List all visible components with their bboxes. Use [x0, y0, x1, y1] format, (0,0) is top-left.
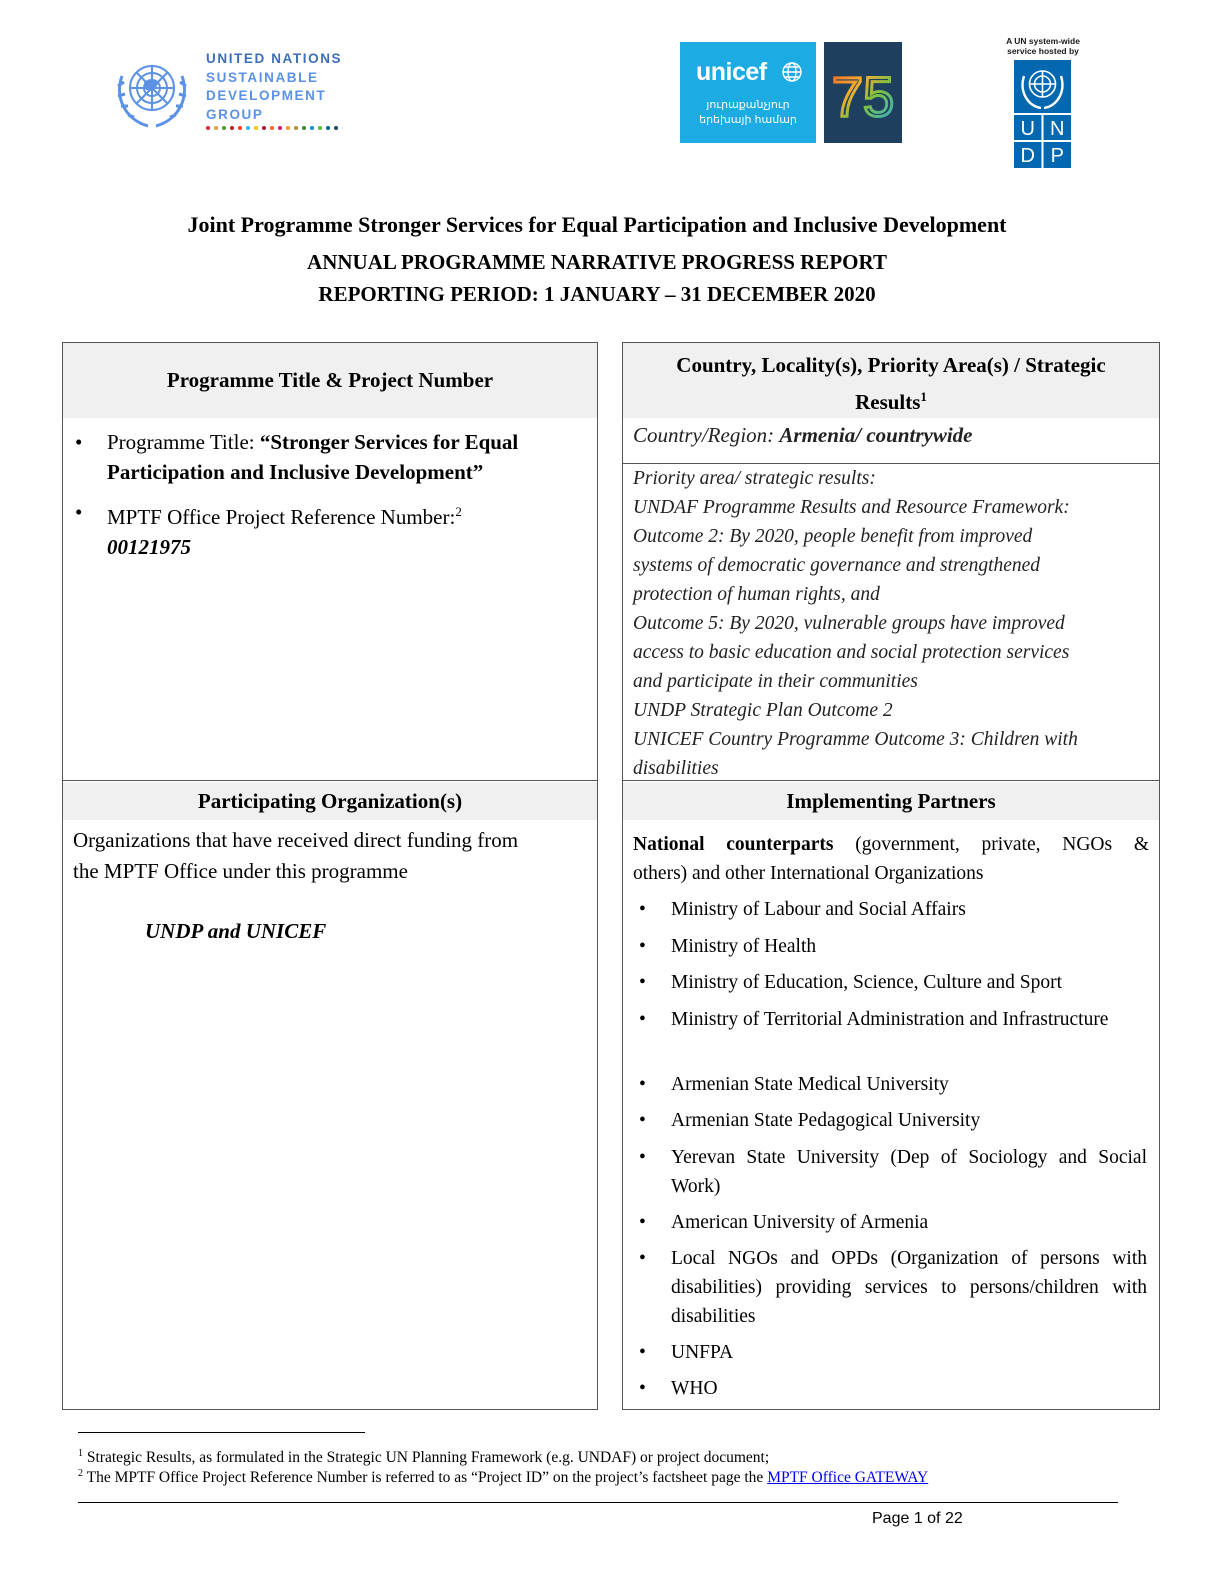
footnote-separator: [78, 1432, 365, 1433]
partner-list-item: [639, 1143, 1147, 1201]
svg-text:75: 75: [831, 65, 895, 128]
partner-name: Ministry of Education, Science, Culture and Sport: [671, 972, 1063, 993]
unicef-tagline: [680, 98, 816, 128]
sdg-color-dots: [206, 126, 338, 130]
header-line: Results: [855, 390, 921, 414]
undp-caption-line: service hosted by: [1007, 46, 1079, 56]
header-line: Country, Locality(s), Priority Area(s) / Strategic: [676, 353, 1106, 377]
priority-line: access to basic education and social protection services: [633, 642, 1070, 663]
bullet-icon: •: [75, 430, 83, 454]
undp-letter: N: [1050, 118, 1065, 140]
unsdg-line: SUSTAINABLE: [206, 69, 319, 85]
sdg-dot: [294, 126, 298, 130]
un-emblem-icon: [108, 46, 196, 134]
participating-orgs-value: UNDP and UNICEF: [145, 919, 327, 943]
undp-caption: [1000, 36, 1086, 56]
sdg-dot: [270, 126, 274, 130]
project-number-bullet: [75, 497, 583, 562]
footnote-ref: 1: [920, 389, 927, 404]
sdg-dot: [302, 126, 306, 130]
partner-name: Yerevan State University (Dep of Sociology and Social Work): [671, 1147, 1147, 1197]
sdg-dot: [286, 126, 290, 130]
anniversary-75-icon: [824, 42, 902, 143]
priority-area-text: [633, 464, 1149, 783]
bullet-icon: •: [639, 1074, 646, 1095]
orgs-text-line: Organizations that have received direct funding from: [73, 828, 519, 852]
partner-name: UNFPA: [671, 1342, 734, 1363]
bullet-icon: •: [639, 1342, 646, 1363]
priority-line: UNDAF Programme Results and Resource Framework:: [633, 497, 1070, 518]
partner-list-item: [639, 968, 1147, 997]
partner-name: WHO: [671, 1378, 718, 1399]
bullet-icon: •: [639, 972, 646, 993]
country-priority-header: [623, 343, 1159, 418]
partners-intro: [633, 830, 1149, 888]
partner-name: Armenian State Medical University: [671, 1074, 949, 1095]
country-priority-box: [622, 342, 1160, 1410]
priority-line: Priority area/ strategic results:: [633, 468, 876, 489]
bullet-icon: •: [639, 1009, 646, 1030]
sdg-dot: [238, 126, 242, 130]
priority-line: systems of democratic governance and strengthened: [633, 555, 1041, 576]
country-value: Armenia/ countrywide: [779, 423, 973, 447]
page-number: Page 1 of 22: [872, 1510, 963, 1527]
undp-letter: D: [1020, 145, 1035, 167]
sdg-dot: [214, 126, 218, 130]
footnote-2: [78, 1465, 928, 1487]
partners-intro-text: others) and other International Organizations: [633, 863, 984, 884]
partner-list-item: [639, 1208, 1147, 1237]
partner-name: Armenian State Pedagogical University: [671, 1110, 981, 1131]
partner-list-item: [639, 895, 1147, 924]
partner-name: Ministry of Health: [671, 936, 817, 957]
undp-letter: U: [1020, 118, 1035, 140]
footnote-text: Strategic Results, as formulated in the Strategic UN Planning Framework (e.g. UNDAF) or project document;: [83, 1449, 770, 1467]
partner-name: Ministry of Labour and Social Affairs: [671, 899, 966, 920]
priority-line: and participate in their communities: [633, 671, 918, 692]
partner-list-item: [639, 932, 1147, 961]
unsdg-wordmark: [206, 50, 342, 124]
sdg-dot: [334, 126, 338, 130]
unsdg-line: GROUP: [206, 106, 264, 122]
sdg-dot: [326, 126, 330, 130]
unicef-tagline-line: յուրաքանչյուր: [706, 99, 790, 111]
bullet-icon: •: [639, 1378, 646, 1399]
project-number-value: 00121975: [107, 535, 191, 559]
partner-list-item: [639, 1005, 1147, 1034]
sdg-dot: [222, 126, 226, 130]
partner-name: Local NGOs and OPDs (Organization of persons with disabilities) providing services to persons/children with disabilities: [671, 1248, 1147, 1327]
unsdg-line: DEVELOPMENT: [206, 88, 327, 103]
programme-title: Joint Programme Stronger Services for Equal Participation and Inclusive Development: [187, 212, 1007, 237]
mptf-gateway-link[interactable]: MPTF Office GATEWAY: [767, 1469, 929, 1487]
footnote-text: The MPTF Office Project Reference Number is referred to as “Project ID” on the project’s factsheet page the: [83, 1469, 768, 1487]
partner-list-item: [639, 1374, 1147, 1403]
bullet-icon: •: [639, 1248, 646, 1269]
partners-intro-text: (government, private, NGOs &: [833, 834, 1149, 855]
unicef-75-logo: [824, 42, 902, 143]
priority-line: disabilities: [633, 758, 719, 779]
undp-caption-line: A UN system-wide: [1006, 36, 1080, 46]
sdg-dot: [262, 126, 266, 130]
implementing-partners-header: Implementing Partners: [623, 782, 1159, 820]
sdg-dot: [254, 126, 258, 130]
sdg-dot: [318, 126, 322, 130]
footnote-number: 1: [78, 1448, 83, 1459]
priority-line: UNICEF Country Programme Outcome 3: Children with: [633, 729, 1078, 750]
undp-logo: [1014, 60, 1071, 168]
bullet-icon: •: [639, 1110, 646, 1131]
sdg-dot: [278, 126, 282, 130]
footer-separator: [78, 1502, 1118, 1503]
unicef-tagline-line: երեխայի համար: [699, 114, 797, 126]
programme-title-value: “Stronger Services for Equal: [259, 430, 519, 454]
project-number-label: MPTF Office Project Reference Number:: [107, 505, 456, 529]
participating-orgs-text: [73, 825, 583, 887]
bullet-icon: •: [639, 899, 646, 920]
bullet-icon: •: [639, 1147, 646, 1168]
undp-emblem-icon: [1014, 60, 1071, 168]
country-region: [633, 421, 1149, 450]
footnote-ref: 2: [455, 504, 462, 519]
undp-letter: P: [1050, 145, 1064, 167]
unsdg-line: UNITED NATIONS: [206, 51, 343, 66]
partner-list-item: [639, 1106, 1147, 1135]
sdg-dot: [310, 126, 314, 130]
bullet-icon: •: [639, 936, 646, 957]
sdg-dot: [246, 126, 250, 130]
report-title: ANNUAL PROGRAMME NARRATIVE PROGRESS REPORT: [307, 250, 887, 274]
country-label: Country/Region:: [633, 423, 780, 447]
programme-title-header: Programme Title & Project Number: [63, 343, 597, 418]
priority-line: protection of human rights, and: [633, 584, 880, 605]
footnote-1: [78, 1445, 769, 1467]
unicef-globe-icon: [781, 61, 803, 83]
programme-title-bullet: [75, 427, 583, 487]
programme-title-label: Programme Title:: [107, 430, 260, 454]
sdg-dot: [206, 126, 210, 130]
unicef-wordmark: unicef: [696, 58, 767, 86]
programme-title-value-cont: Participation and Inclusive Development”: [107, 460, 484, 484]
priority-line: UNDP Strategic Plan Outcome 2: [633, 700, 893, 721]
footnote-number: 2: [78, 1468, 83, 1479]
bullet-icon: •: [639, 1212, 646, 1233]
bullet-icon: •: [75, 500, 83, 524]
partner-list-item: [639, 1244, 1147, 1331]
reporting-period: REPORTING PERIOD: 1 JANUARY – 31 DECEMBER 2020: [318, 282, 876, 306]
partner-name: American University of Armenia: [671, 1212, 929, 1233]
priority-line: Outcome 2: By 2020, people benefit from improved: [633, 526, 1033, 547]
partners-intro-bold: National counterparts: [633, 834, 834, 855]
partner-name: Ministry of Territorial Administration and Infrastructure: [671, 1009, 1109, 1030]
programme-info-box: [62, 342, 598, 1410]
sdg-dot: [230, 126, 234, 130]
priority-line: Outcome 5: By 2020, vulnerable groups have improved: [633, 613, 1065, 634]
partner-list-item: [639, 1338, 1147, 1367]
unsdg-logo: [108, 46, 368, 136]
participating-orgs-header: Participating Organization(s): [63, 782, 597, 820]
partner-list-item: [639, 1070, 1147, 1099]
orgs-text-line: the MPTF Office under this programme: [73, 859, 408, 883]
unicef-logo: [680, 42, 816, 143]
